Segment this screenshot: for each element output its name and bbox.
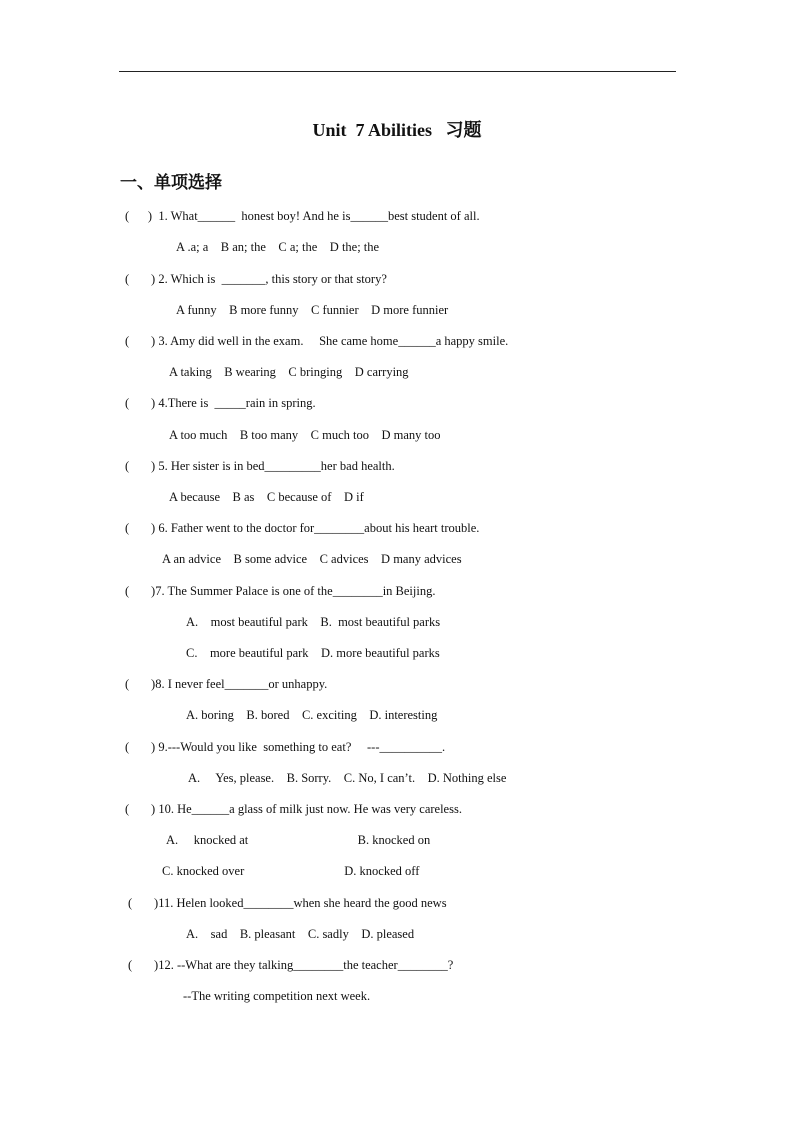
options-11: A. sad B. pleasant C. sadly D. pleased — [186, 927, 415, 941]
header-rule — [119, 71, 676, 72]
options-10-row-1: A. knocked at B. knocked on — [166, 833, 431, 847]
options-9: A. Yes, please. B. Sorry. C. No, I can’t. D. Nothing else — [188, 771, 507, 785]
options-5: A because B as C because of D if — [169, 490, 364, 504]
options-8: A. boring B. bored C. exciting D. interesting — [186, 708, 438, 722]
options-7-row-2: C. more beautiful park D. more beautiful parks — [186, 646, 440, 660]
options-1: A .a; a B an; the C a; the D the; the — [176, 240, 380, 254]
question-2: ( ) 2. Which is _______, this story or that story? — [125, 272, 387, 286]
question-10: ( ) 10. He______a glass of milk just now. He was very careless. — [125, 802, 462, 816]
question-12-reply: --The writing competition next week. — [183, 989, 371, 1003]
question-8: ( )8. I never feel_______or unhappy. — [125, 677, 328, 691]
options-6: A an advice B some advice C advices D many advices — [162, 552, 462, 566]
page-title: Unit 7 Abilities 习题 — [312, 120, 482, 140]
options-7-row-1: A. most beautiful park B. most beautiful parks — [186, 615, 441, 629]
options-4: A too much B too many C much too D many too — [169, 428, 441, 442]
question-5: ( ) 5. Her sister is in bed_________her bad health. — [125, 459, 395, 473]
question-9: ( ) 9.---Would you like something to eat? ---__________. — [125, 740, 446, 754]
question-12: ( )12. --What are they talking________the teacher________? — [128, 958, 454, 972]
question-1: ( ) 1. What______ honest boy! And he is______best student of all. — [125, 209, 480, 223]
question-6: ( ) 6. Father went to the doctor for________about his heart trouble. — [125, 521, 480, 535]
options-10-row-2: C. knocked over D. knocked off — [162, 864, 420, 878]
question-3: ( ) 3. Amy did well in the exam. She came home______a happy smile. — [125, 334, 509, 348]
question-4: ( ) 4.There is _____rain in spring. — [125, 396, 316, 410]
options-2: A funny B more funny C funnier D more funnier — [176, 303, 449, 317]
section-heading: 一、单项选择 — [120, 173, 222, 193]
options-3: A taking B wearing C bringing D carrying — [169, 365, 409, 379]
question-11: ( )11. Helen looked________when she heard the good news — [128, 896, 447, 910]
question-7: ( )7. The Summer Palace is one of the________in Beijing. — [125, 584, 436, 598]
